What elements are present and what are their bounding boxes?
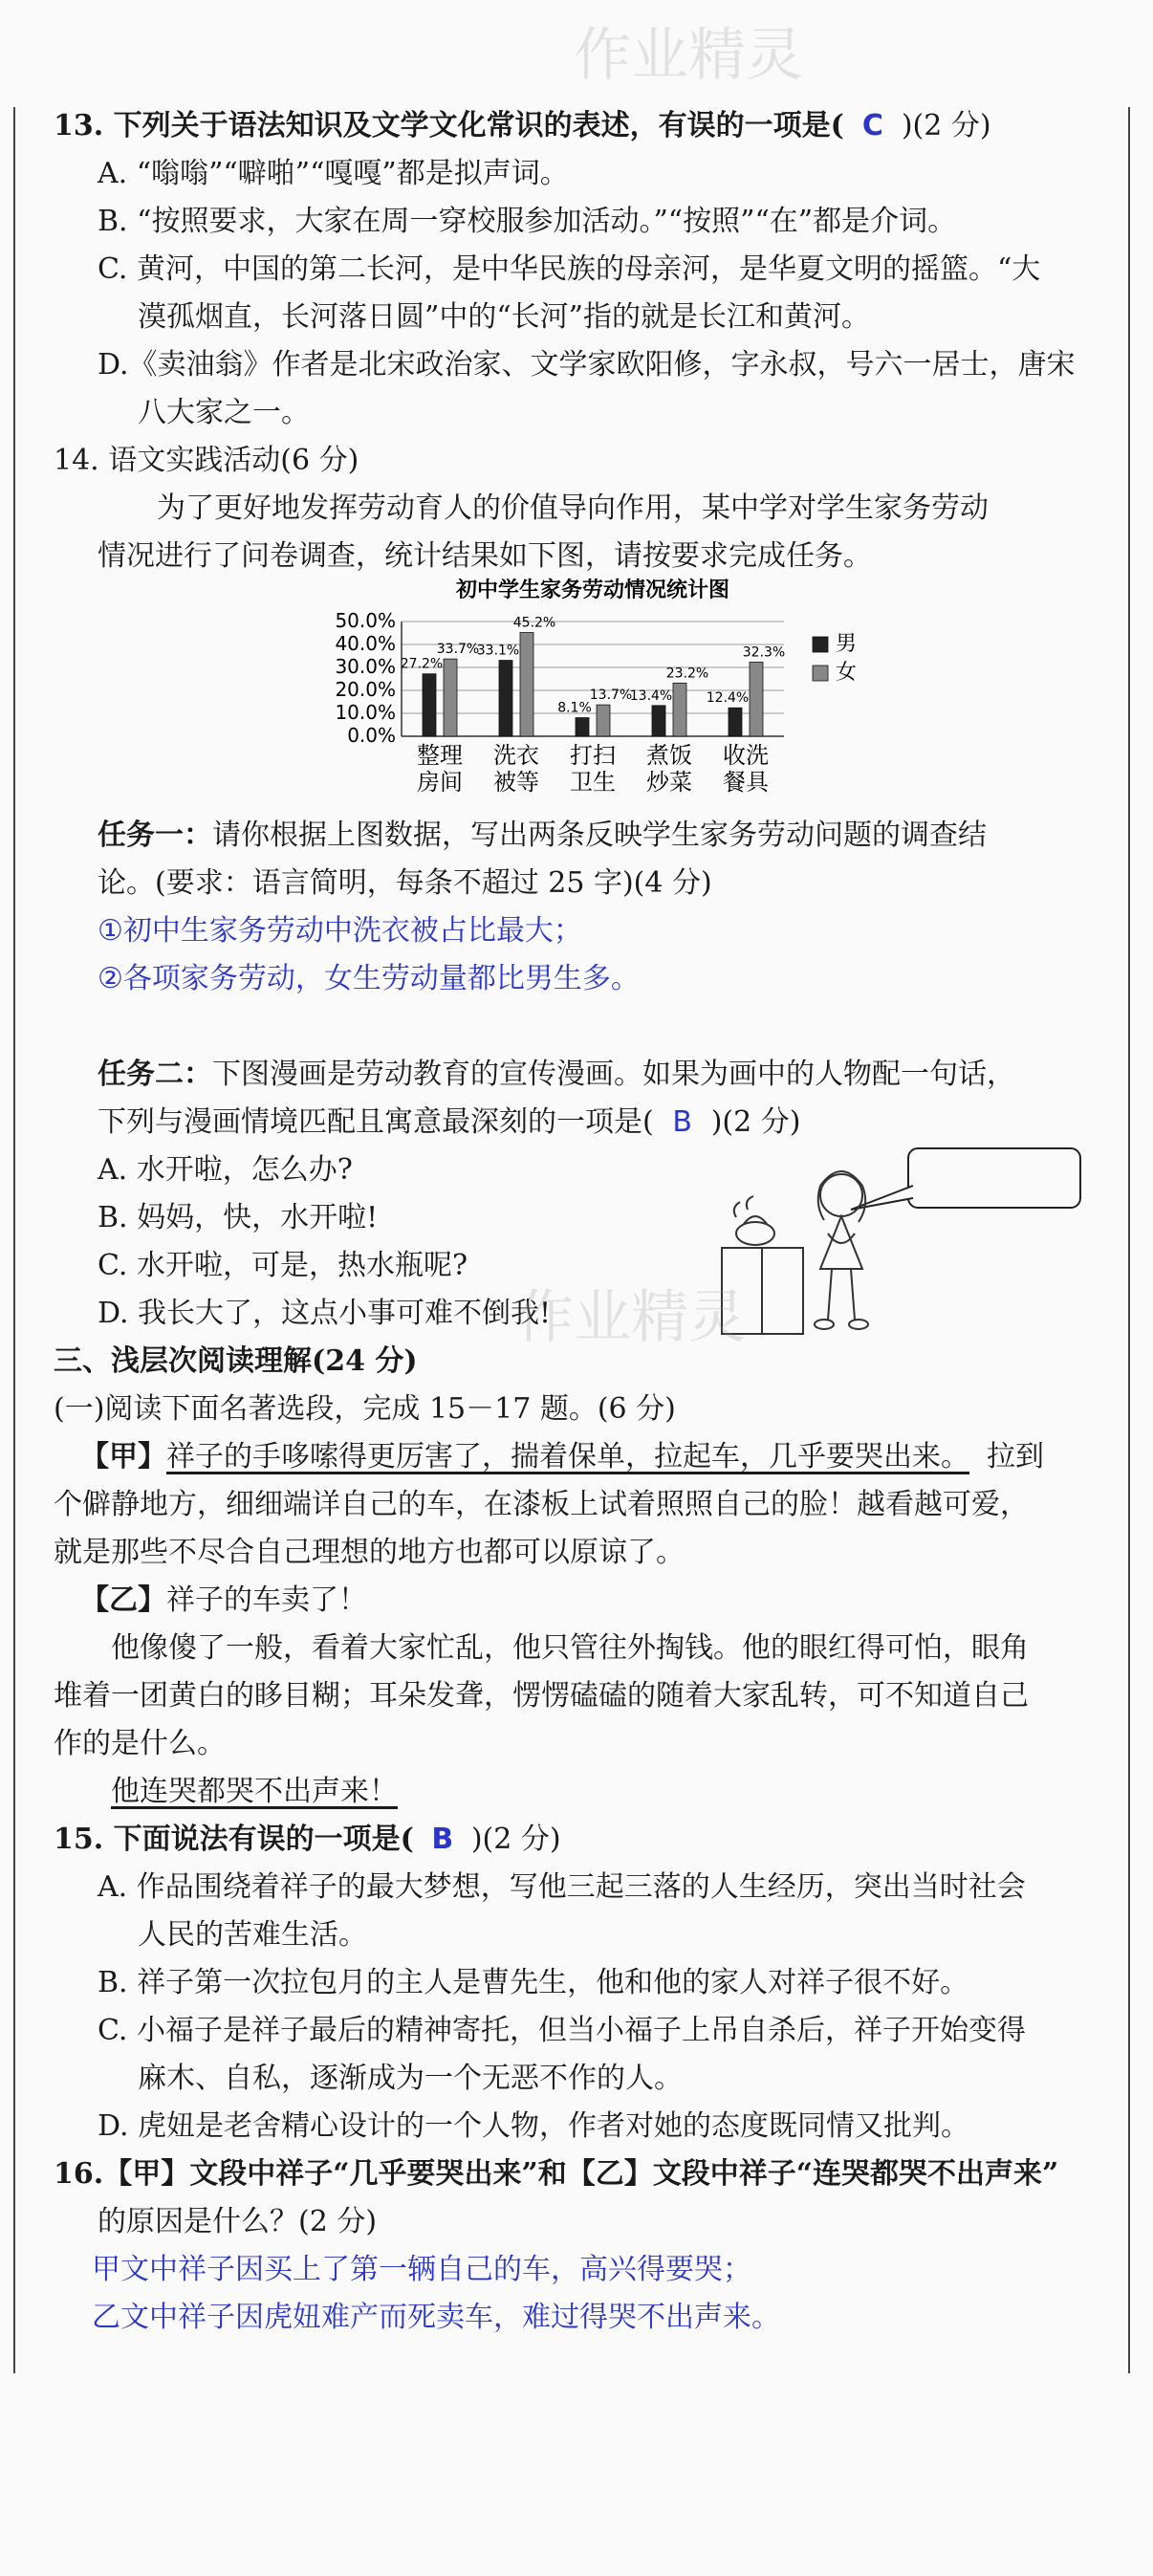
bar-male: [576, 718, 589, 736]
watermark-middle: 作业精灵: [516, 1284, 746, 1351]
right-margin-rule: [1128, 107, 1130, 2373]
q13-answer: C: [861, 109, 883, 142]
passage-yi-line3: 堆着一团黄白的眵目糊；耳朵发聋，愣愣磕磕的随着大家乱转，可不知道自己: [54, 1679, 1029, 1713]
x-tick-label: 整理: [417, 742, 463, 769]
task1-prompt: 任务一：请你根据上图数据，写出两条反映学生家务劳动问题的调查结: [98, 819, 987, 852]
q13-option-a: A. “嗡嗡”“噼啪”“嘎嘎”都是拟声词。: [98, 157, 569, 190]
bar-value-label: 8.1%: [557, 700, 592, 716]
q14-title: 14. 语文实践活动(6 分): [54, 444, 359, 477]
q15-stem: 15. 下面说法有误的一项是( B )(2 分): [54, 1821, 561, 1859]
x-tick-label: 煮饭: [646, 742, 692, 769]
q13-option-d-cont: 八大家之一。: [138, 396, 310, 429]
bar-chart: [306, 574, 899, 818]
x-tick-label: 打扫: [570, 742, 616, 769]
bar-value-label: 13.7%: [589, 688, 633, 704]
bar-value-label: 33.1%: [476, 643, 520, 659]
q13-option-c: C. 黄河，中国的第二长河，是中华民族的母亲河，是华夏文明的摇篮。“大: [98, 252, 1041, 286]
bar-female: [750, 662, 763, 736]
legend-label: 男: [836, 632, 858, 656]
q15-option-b: B. 祥子第一次拉包月的主人是曹先生，他和他的家人对祥子很不好。: [98, 1966, 969, 1999]
q15-option-c-cont: 麻木、自私，逐渐成为一个无恶不作的人。: [138, 2062, 683, 2095]
bar-value-label: 27.2%: [400, 656, 444, 672]
task2-option-b: B. 妈妈，快，水开啦!: [98, 1201, 379, 1234]
y-tick-label: 20.0%: [335, 678, 396, 701]
q15-option-a: A. 作品围绕着祥子的最大梦想，写他三起三落的人生经历，突出当时社会: [98, 1870, 1026, 1904]
bar-value-label: 23.2%: [665, 666, 709, 682]
chart-title: 初中学生家务劳动情况统计图: [455, 579, 730, 602]
bar-male: [652, 706, 665, 736]
task1-prompt-cont: 论。(要求：语言简明，每条不超过 25 字)(4 分): [98, 866, 712, 900]
q16-answer-line2: 乙文中祥子因虎妞难产而死卖车，难过得哭不出声来。: [92, 2301, 780, 2334]
x-tick-label: 炒菜: [646, 769, 692, 796]
left-margin-rule: [13, 107, 15, 2373]
task2-option-a: A. 水开啦，怎么办?: [98, 1153, 353, 1187]
watermark-top: 作业精灵: [574, 22, 803, 89]
bar-female: [673, 683, 686, 736]
passage-yi-line5: 他连哭都哭不出声来！: [111, 1775, 398, 1808]
bar-value-label: 45.2%: [512, 615, 556, 631]
bar-male: [423, 674, 436, 736]
task2-prompt-cont: 下列与漫画情境匹配且寓意最深刻的一项是( B )(2 分): [98, 1103, 800, 1142]
q14-intro-line2: 情况进行了问卷调查，统计结果如下图，请按要求完成任务。: [98, 539, 872, 573]
task2-option-d: D. 我长大了，这点小事可难不倒我!: [98, 1297, 552, 1330]
q15-option-d: D. 虎妞是老舍精心设计的一个人物，作者对她的态度既同情又批判。: [98, 2109, 970, 2143]
section3-title: 三、浅层次阅读理解(24 分): [54, 1344, 418, 1378]
legend-swatch: [813, 666, 828, 681]
passage-jia-line1: 【甲】祥子的手哆嗦得更厉害了，揣着保单，拉起车，几乎要哭出来。 拉到: [80, 1440, 1044, 1474]
legend-label: 女: [836, 661, 858, 685]
passage-jia-line2: 个僻静地方，细细端详自己的车，在漆板上试着照照自己的脸！越看越可爱，: [54, 1488, 1029, 1521]
q16-stem-line2: 的原因是什么？(2 分): [98, 2205, 378, 2238]
bar-value-label: 33.7%: [436, 642, 480, 658]
task1-answer-1: ①初中生家务劳动中洗衣被占比最大；: [98, 914, 582, 948]
y-tick-label: 10.0%: [335, 701, 396, 724]
q15-option-a-cont: 人民的苦难生活。: [138, 1918, 367, 1952]
q13-option-d: D.《卖油翁》作者是北宋政治家、文学家欧阳修，字永叔，号六一居士，唐宋: [98, 348, 1076, 382]
speech-bubble: [908, 1148, 1080, 1208]
q13-option-c-cont: 漠孤烟直，长河落日圆”中的“长河”指的就是长江和黄河。: [138, 300, 871, 334]
x-tick-label: 收洗: [723, 742, 769, 769]
task2-prompt: 任务二：下图漫画是劳动教育的宣传漫画。如果为画中的人物配一句话，: [98, 1058, 1015, 1091]
bar-value-label: 12.4%: [706, 690, 750, 707]
x-tick-label: 被等: [493, 769, 539, 796]
task2-answer: B: [672, 1105, 693, 1139]
q15-option-c: C. 小福子是祥子最后的精神寄托，但当小福子上吊自杀后，祥子开始变得: [98, 2014, 1026, 2047]
girl-figure: [815, 1171, 868, 1329]
task2-option-c: C. 水开啦，可是，热水瓶呢?: [98, 1249, 468, 1282]
x-tick-label: 餐具: [723, 769, 769, 796]
y-tick-label: 40.0%: [335, 632, 396, 655]
legend-swatch: [813, 637, 828, 652]
passage-yi-line1: 【乙】祥子的车卖了！: [80, 1583, 367, 1617]
bar-value-label: 32.3%: [742, 644, 786, 661]
q16-stem-line1: 16.【甲】文段中祥子“几乎要哭出来”和【乙】文段中祥子“连哭都哭不出声来”: [54, 2157, 1059, 2191]
x-tick-label: 卫生: [570, 769, 616, 796]
bar-male: [729, 708, 742, 736]
bar-male: [499, 661, 512, 736]
q16-answer-line1: 甲文中祥子因买上了第一辆自己的车，高兴得要哭；: [92, 2253, 751, 2286]
q14-intro-line1: 为了更好地发挥劳动育人的价值导向作用，某中学对学生家务劳动: [157, 491, 989, 525]
passage-jia-line3: 就是那些不尽合自己理想的地方也都可以原谅了。: [54, 1536, 685, 1569]
bar-female: [520, 633, 533, 736]
bar-female: [597, 705, 610, 736]
x-tick-label: 房间: [417, 769, 463, 796]
x-tick-label: 洗衣: [493, 742, 539, 769]
y-tick-label: 50.0%: [335, 609, 396, 632]
y-tick-label: 30.0%: [335, 655, 396, 678]
bar-value-label: 13.4%: [629, 688, 673, 704]
task1-answer-2: ②各项家务劳动，女生劳动量都比男生多。: [98, 962, 640, 995]
passage-yi-line4: 作的是什么。: [54, 1727, 226, 1760]
section3-subtitle: (一)阅读下面名著选段，完成 15－17 题。(6 分): [54, 1392, 676, 1426]
y-tick-label: 0.0%: [347, 724, 396, 747]
q13-stem: 13. 下列关于语法知识及文学文化常识的表述，有误的一项是( C )(2 分): [54, 107, 991, 145]
bar-female: [444, 659, 457, 736]
q13-option-b: B. “按照要求，大家在周一穿校服参加活动。”“按照”“在”都是介词。: [98, 205, 957, 238]
passage-yi-line2: 他像傻了一般，看着大家忙乱，他只管往外掏钱。他的眼红得可怕，眼角: [111, 1631, 1029, 1665]
cartoon-illustration: [707, 1143, 1090, 1343]
q15-answer: B: [431, 1823, 454, 1856]
